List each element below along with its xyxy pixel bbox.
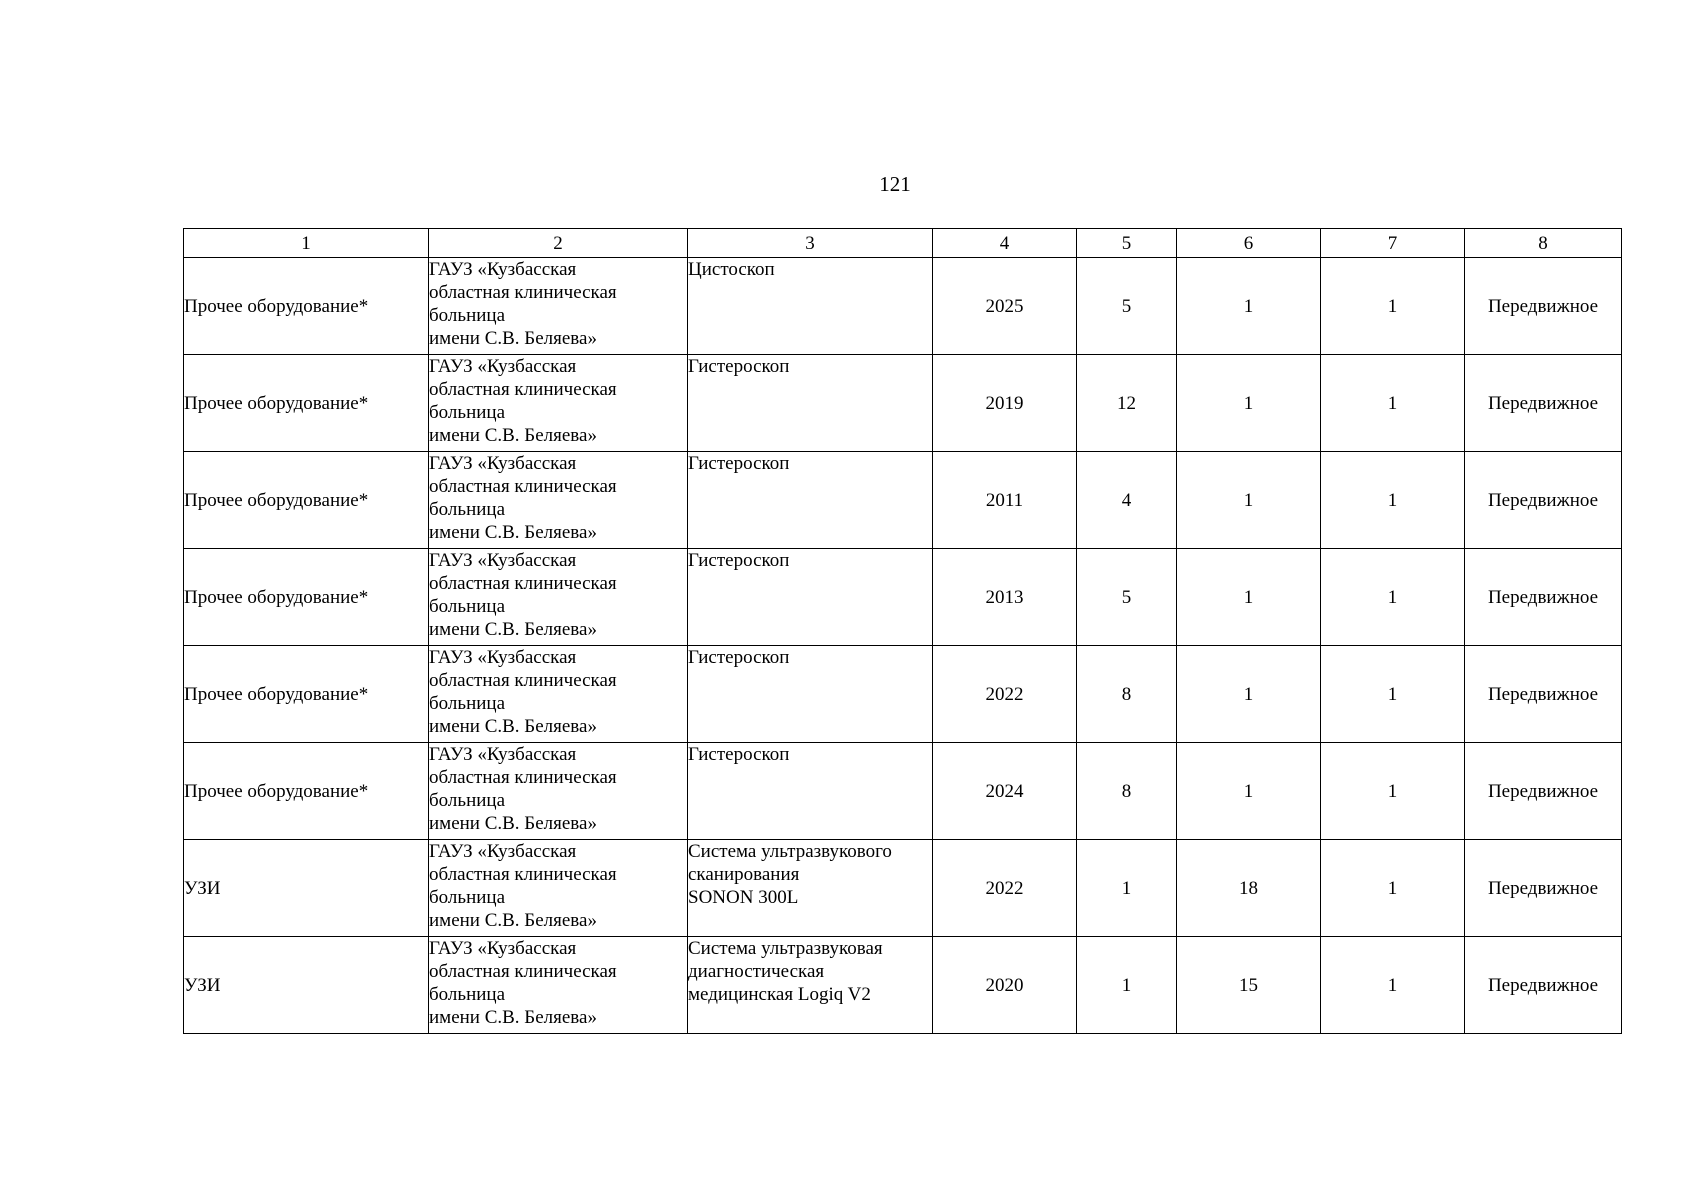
organization-line: областная клиническая (429, 282, 617, 303)
cell-equipment-name (688, 937, 933, 1034)
organization-line: ГАУЗ «Кузбасская (429, 453, 577, 474)
cell-organization (429, 355, 688, 452)
cell-organization (429, 646, 688, 743)
cell-mobility: Передвижное (1465, 549, 1622, 646)
page-number: 121 (879, 172, 911, 196)
organization-line: имени С.В. Беляева» (429, 522, 597, 543)
cell-equipment-type: Прочее оборудование* (184, 452, 429, 549)
column-header: 3 (688, 229, 933, 258)
cell-equipment-type: Прочее оборудование* (184, 549, 429, 646)
cell-col6: 18 (1177, 840, 1321, 937)
cell-organization (429, 549, 688, 646)
cell-equipment-name (688, 355, 933, 452)
cell-mobility: Передвижное (1465, 355, 1622, 452)
cell-col7: 1 (1321, 355, 1465, 452)
cell-year: 2011 (933, 452, 1077, 549)
cell-equipment-name (688, 452, 933, 549)
cell-organization (429, 840, 688, 937)
organization-line: больница (429, 984, 505, 1005)
organization-line: имени С.В. Беляева» (429, 1007, 597, 1028)
cell-year: 2020 (933, 937, 1077, 1034)
cell-col7: 1 (1321, 258, 1465, 355)
cell-col5: 4 (1077, 452, 1177, 549)
equipment-name-line: диагностическая (688, 961, 825, 982)
cell-organization (429, 937, 688, 1034)
organization-line: ГАУЗ «Кузбасская (429, 259, 577, 280)
organization-line: областная клиническая (429, 864, 617, 885)
organization-line: больница (429, 402, 505, 423)
organization-line: имени С.В. Беляева» (429, 619, 597, 640)
organization-line: областная клиническая (429, 961, 617, 982)
cell-col6: 1 (1177, 355, 1321, 452)
cell-equipment-type: Прочее оборудование* (184, 646, 429, 743)
cell-year: 2022 (933, 840, 1077, 937)
cell-col6: 1 (1177, 646, 1321, 743)
organization-line: ГАУЗ «Кузбасская (429, 744, 577, 765)
cell-col5: 5 (1077, 258, 1177, 355)
organization-line: ГАУЗ «Кузбасская (429, 938, 577, 959)
organization-line: областная клиническая (429, 476, 617, 497)
column-header: 8 (1465, 229, 1622, 258)
table-row (184, 452, 1622, 549)
table-row (184, 549, 1622, 646)
equipment-name-line: Гистероскоп (688, 744, 790, 765)
cell-col6: 1 (1177, 258, 1321, 355)
cell-equipment-type: УЗИ (184, 937, 429, 1034)
cell-col5: 5 (1077, 549, 1177, 646)
cell-year: 2022 (933, 646, 1077, 743)
cell-col6: 15 (1177, 937, 1321, 1034)
organization-line: имени С.В. Беляева» (429, 813, 597, 834)
cell-mobility: Передвижное (1465, 840, 1622, 937)
table-row (184, 840, 1622, 937)
cell-col5: 1 (1077, 937, 1177, 1034)
cell-organization (429, 743, 688, 840)
cell-equipment-type: Прочее оборудование* (184, 355, 429, 452)
organization-line: имени С.В. Беляева» (429, 425, 597, 446)
organization-line: ГАУЗ «Кузбасская (429, 841, 577, 862)
column-header: 1 (184, 229, 429, 258)
cell-equipment-name (688, 258, 933, 355)
equipment-name-line: Цистоскоп (688, 259, 775, 280)
equipment-name-line: медицинская Logiq V2 (688, 984, 871, 1005)
cell-year: 2013 (933, 549, 1077, 646)
organization-line: больница (429, 790, 505, 811)
equipment-table (183, 228, 1622, 1034)
equipment-name-line: SONON 300L (688, 887, 799, 908)
cell-mobility: Передвижное (1465, 452, 1622, 549)
organization-line: имени С.В. Беляева» (429, 910, 597, 931)
table-body (184, 258, 1622, 1034)
cell-col5: 1 (1077, 840, 1177, 937)
cell-col7: 1 (1321, 646, 1465, 743)
cell-col5: 8 (1077, 743, 1177, 840)
organization-line: областная клиническая (429, 573, 617, 594)
table-row (184, 355, 1622, 452)
organization-line: больница (429, 596, 505, 617)
cell-equipment-name (688, 743, 933, 840)
organization-line: ГАУЗ «Кузбасская (429, 647, 577, 668)
column-header: 7 (1321, 229, 1465, 258)
cell-col5: 8 (1077, 646, 1177, 743)
organization-line: ГАУЗ «Кузбасская (429, 356, 577, 377)
cell-organization (429, 452, 688, 549)
equipment-name-line: Гистероскоп (688, 356, 790, 377)
cell-col7: 1 (1321, 840, 1465, 937)
equipment-name-line: Гистероскоп (688, 647, 790, 668)
column-header: 6 (1177, 229, 1321, 258)
cell-equipment-name (688, 840, 933, 937)
organization-line: имени С.В. Беляева» (429, 716, 597, 737)
column-header: 4 (933, 229, 1077, 258)
table-row (184, 937, 1622, 1034)
cell-mobility: Передвижное (1465, 258, 1622, 355)
cell-year: 2025 (933, 258, 1077, 355)
cell-mobility: Передвижное (1465, 743, 1622, 840)
header-row (184, 229, 1622, 258)
organization-line: больница (429, 305, 505, 326)
cell-col6: 1 (1177, 743, 1321, 840)
cell-col6: 1 (1177, 549, 1321, 646)
table-row (184, 258, 1622, 355)
cell-equipment-type: Прочее оборудование* (184, 258, 429, 355)
cell-year: 2024 (933, 743, 1077, 840)
cell-equipment-name (688, 549, 933, 646)
cell-col7: 1 (1321, 743, 1465, 840)
cell-mobility: Передвижное (1465, 937, 1622, 1034)
equipment-name-line: Гистероскоп (688, 453, 790, 474)
cell-col6: 1 (1177, 452, 1321, 549)
equipment-name-line: Система ультразвуковая (688, 938, 883, 959)
equipment-name-line: Система ультразвукового (688, 841, 892, 862)
cell-year: 2019 (933, 355, 1077, 452)
organization-line: областная клиническая (429, 767, 617, 788)
organization-line: больница (429, 887, 505, 908)
cell-col7: 1 (1321, 452, 1465, 549)
cell-equipment-name (688, 646, 933, 743)
organization-line: областная клиническая (429, 670, 617, 691)
table-row (184, 743, 1622, 840)
organization-line: ГАУЗ «Кузбасская (429, 550, 577, 571)
equipment-name-line: Гистероскоп (688, 550, 790, 571)
cell-equipment-type: Прочее оборудование* (184, 743, 429, 840)
equipment-name-line: сканирования (688, 864, 800, 885)
cell-mobility: Передвижное (1465, 646, 1622, 743)
organization-line: больница (429, 499, 505, 520)
column-header: 5 (1077, 229, 1177, 258)
cell-col7: 1 (1321, 549, 1465, 646)
table-row (184, 646, 1622, 743)
organization-line: больница (429, 693, 505, 714)
organization-line: имени С.В. Беляева» (429, 328, 597, 349)
cell-col7: 1 (1321, 937, 1465, 1034)
cell-col5: 12 (1077, 355, 1177, 452)
cell-equipment-type: УЗИ (184, 840, 429, 937)
organization-line: областная клиническая (429, 379, 617, 400)
cell-organization (429, 258, 688, 355)
column-header: 2 (429, 229, 688, 258)
